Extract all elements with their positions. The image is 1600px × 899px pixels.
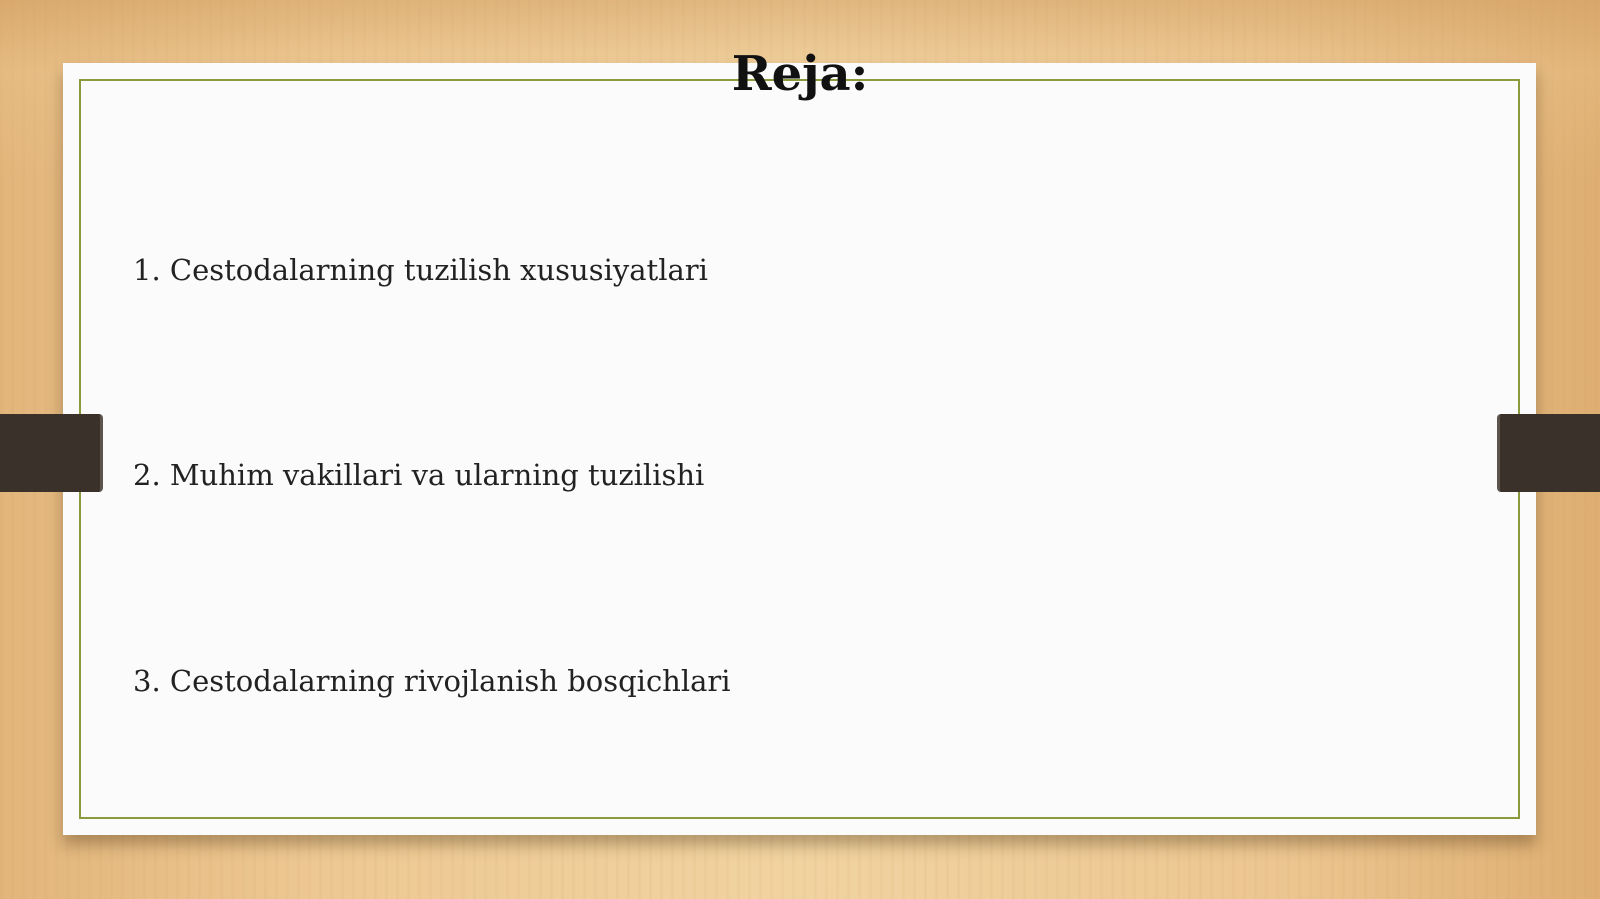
- right-clip: [1497, 414, 1600, 492]
- slide-title: Reja:: [731, 46, 869, 102]
- plan-item: 2. Muhim vakillari va ularning tuzilishi: [133, 458, 705, 492]
- slide-frame-border: [79, 79, 1520, 819]
- slide-card: [63, 63, 1536, 835]
- left-clip: [0, 414, 103, 492]
- plan-item: 3. Cestodalarning rivojlanish bosqichlari: [133, 664, 731, 698]
- plan-item: 1. Cestodalarning tuzilish xususiyatlari: [133, 253, 708, 287]
